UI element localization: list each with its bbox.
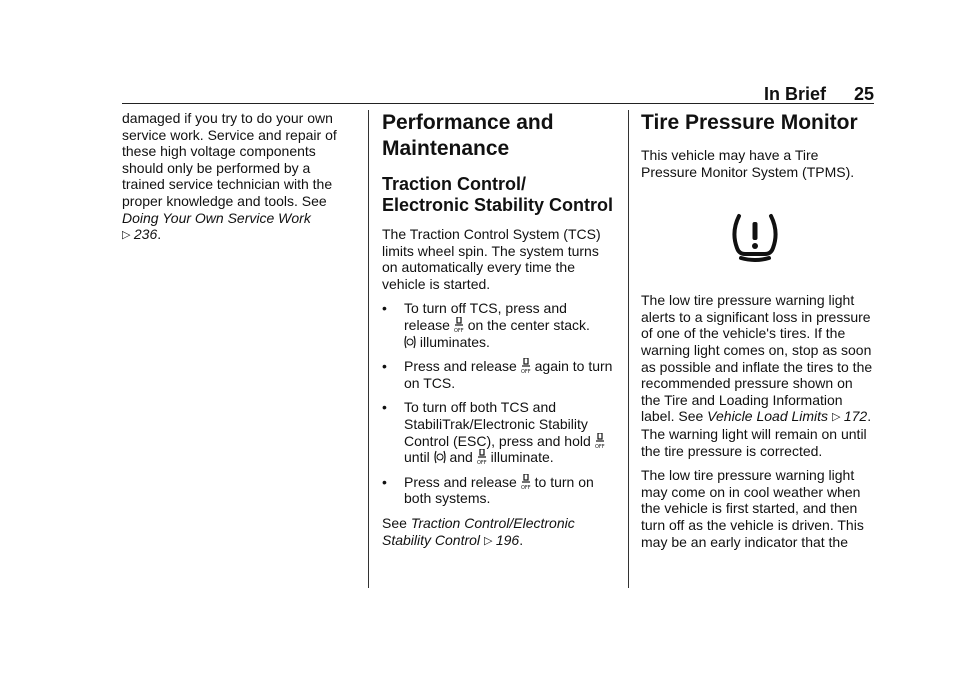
paragraph: This vehicle may have a Tire Pressure Monitor System (TPMS). [641, 147, 855, 180]
paragraph: damaged if you try to do your own service work. Service and repair of these high voltage components should only be performed by a trained service technician with the proper knowledge and tools. See Doing Your Own Service Work ▷ 236. [122, 110, 337, 243]
column-3 [641, 110, 873, 558]
traction-control-off-icon [454, 317, 464, 333]
instruction-list [382, 300, 614, 507]
cross-reference-link[interactable]: Doing Your Own Service Work [122, 209, 311, 226]
paragraph: The low tire pressure warning light alerts to a significant loss in pressure of one of the vehicle's tires. If the warning light comes on, stop as soon as possible and inflate the tires to the recommended pressure shown on the Tire and Loading Information label. See Vehicle Load Limits ▷ 172. The warning light will remain on until the tire pressure is corrected. [641, 292, 873, 459]
list-item: • To turn off both TCS and StabiliTrak/Electronic Stability Control (ESC), press and hold OFF until and OFF illuminate. [382, 399, 605, 466]
stabilitrak-icon [404, 334, 416, 350]
traction-control-off-icon [477, 449, 487, 465]
cross-reference-page[interactable]: 196 [495, 531, 520, 548]
paragraph: The low tire pressure warning light may come on in cool weather when the vehicle is first started, and then turn off as the vehicle is driven. This may be an early indicator that the [641, 467, 864, 550]
paragraph: The Traction Control System (TCS) limits wheel spin. The system turns on automatically every time the vehicle is started. [382, 226, 601, 292]
cross-reference-link[interactable]: Vehicle Load Limits [707, 408, 829, 425]
svg-text:OFF: OFF [594, 443, 605, 449]
cross-reference-link[interactable]: Traction Control/Electronic Stability Control [382, 514, 575, 548]
section-title: In Brief [763, 84, 826, 104]
cross-reference-page[interactable]: 172 [843, 408, 868, 425]
tire-pressure-warning-icon [729, 210, 781, 262]
svg-text:OFF: OFF [520, 369, 531, 375]
svg-text:OFF: OFF [520, 484, 531, 490]
list-item: • Press and release OFF again to turn on TCS. [382, 358, 613, 391]
reference-arrow-icon: ▷ [483, 534, 493, 547]
section-heading: Performance and Maintenance [382, 111, 554, 160]
header-rule [122, 103, 874, 104]
paragraph: See Traction Control/Electronic Stability Control ▷ 196. [382, 514, 575, 548]
column-2 [382, 110, 614, 557]
svg-text:OFF: OFF [453, 327, 464, 333]
stabilitrak-icon [434, 449, 446, 465]
traction-control-off-icon [521, 358, 531, 374]
traction-control-off-icon [595, 433, 605, 449]
list-item: • To turn off TCS, press and release OFF on the center stack. illuminates. [382, 300, 590, 350]
list-item: • Press and release OFF to turn on both systems. [382, 473, 594, 507]
page-number: 25 [853, 84, 874, 104]
subsection-heading: Traction Control/ Electronic Stability Control [382, 174, 614, 215]
traction-control-off-icon [521, 474, 531, 490]
section-heading: Tire Pressure Monitor [641, 111, 858, 134]
reference-arrow-icon: ▷ [831, 411, 841, 424]
column-divider-1 [368, 110, 369, 588]
column-1 [122, 110, 354, 252]
page-header [764, 84, 874, 105]
reference-arrow-icon: ▷ [122, 229, 131, 242]
column-divider-2 [628, 110, 629, 588]
cross-reference-page[interactable]: 236 [133, 226, 158, 243]
svg-text:OFF: OFF [476, 460, 487, 466]
